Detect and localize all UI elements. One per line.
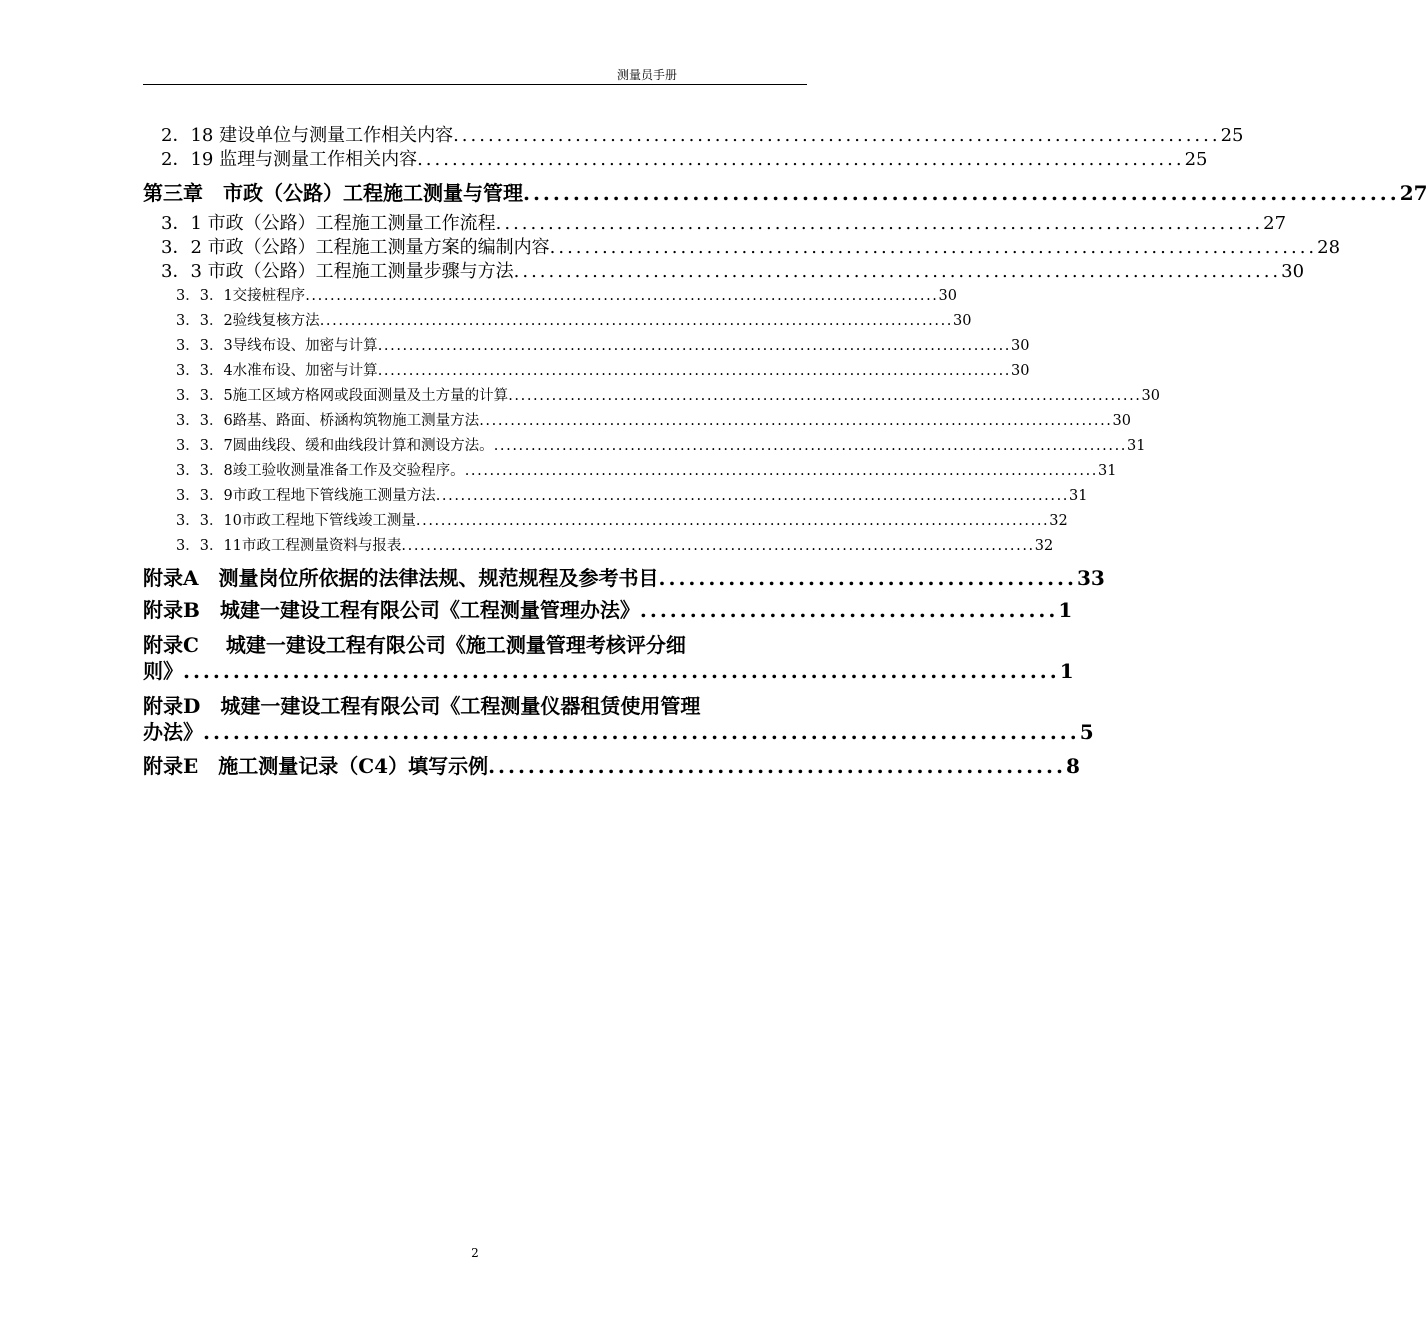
toc-entry-3-3-11[interactable]: [143, 534, 1054, 559]
toc-entry-page: 31: [1127, 438, 1146, 454]
toc-entry-appendix-d[interactable]: [143, 693, 1094, 745]
toc-entry-page: 27: [1399, 181, 1428, 205]
dot-leader: ........................................................................................: [183, 659, 1060, 683]
toc-entry-page: 25: [1184, 149, 1208, 170]
toc-entry-title: 3．3．7圆曲线段、缓和曲线段计算和测设方法。: [176, 438, 494, 454]
toc-entry-title: 3．2 市政（公路）工程施工测量方案的编制内容: [161, 237, 550, 258]
toc-entry-title: 2．19 监理与测量工作相关内容: [161, 149, 418, 170]
toc-entry-title: 3．3．6路基、路面、桥涵构筑物施工测量方法: [176, 413, 480, 429]
toc-entry-title: 3．3 市政（公路）工程施工测量步骤与方法: [161, 261, 514, 282]
toc-entry-appendix-e[interactable]: [143, 753, 1080, 779]
toc-entry-title: 3．1 市政（公路）工程施工测量工作流程: [161, 213, 496, 234]
toc-entry-3-3[interactable]: [143, 260, 1305, 284]
toc-entry-title: 3．3．5施工区域方格网或段面测量及土方量的计算: [176, 388, 509, 404]
toc-entry-line2: [143, 719, 1094, 745]
toc-entry-title: 3．3．1交接桩程序: [176, 288, 306, 304]
toc-entry-title-line2: 则》: [143, 659, 183, 683]
toc-entry-3-3-6[interactable]: [143, 409, 1131, 434]
table-of-contents: [143, 124, 1428, 779]
toc-entry-page: 28: [1317, 237, 1341, 258]
toc-entry-3-2[interactable]: [143, 236, 1341, 260]
toc-entry-3-3-8[interactable]: [143, 459, 1117, 484]
dot-leader: ......................................................................................................: [479, 413, 1113, 429]
dot-leader: ......................................................................................................: [377, 363, 1012, 379]
toc-entry-page: 30: [1112, 413, 1131, 429]
toc-entry-page: 30: [1011, 338, 1030, 354]
dot-leader: ......................................................................................................: [415, 513, 1050, 529]
toc-entry-page: 30: [1141, 388, 1160, 404]
dot-leader: ........................................................................................: [513, 261, 1282, 282]
toc-entry-title: 3．3．8竣工验收测量准备工作及交验程序。: [176, 463, 465, 479]
dot-leader: ........................................................................................: [453, 125, 1221, 146]
dot-leader: ..........................................................: [488, 754, 1066, 778]
dot-leader: ......................................................................................................: [305, 288, 939, 304]
toc-entry-title: 2．18 建设单位与测量工作相关内容: [161, 125, 454, 146]
toc-entry-3-3-10[interactable]: [143, 509, 1068, 534]
toc-entry-page: 32: [1034, 538, 1054, 554]
toc-entry-2-19[interactable]: [143, 148, 1208, 172]
toc-entry-title: 附录B 城建一建设工程有限公司《工程测量管理办法》: [143, 598, 640, 622]
dot-leader: ........................................................................................: [203, 720, 1080, 744]
toc-entry-title: 附录E 施工测量记录（C4）填写示例: [143, 754, 489, 778]
page-header: [143, 62, 807, 85]
toc-entry-page: 30: [938, 288, 957, 304]
toc-entry-3-3-9[interactable]: [143, 484, 1088, 509]
toc-entry-title: 3．3．10市政工程地下管线竣工测量: [176, 513, 416, 529]
toc-entry-page: 25: [1220, 125, 1244, 146]
toc-entry-page: 31: [1098, 463, 1117, 479]
toc-entry-3-3-5[interactable]: [143, 384, 1160, 409]
toc-entry-line2: [143, 658, 1074, 684]
dot-leader: ......................................................................................................: [508, 388, 1142, 404]
toc-entry-page: 32: [1049, 513, 1068, 529]
page-number: 2: [471, 1246, 479, 1260]
dot-leader: ......................................................................................................: [401, 538, 1035, 554]
toc-entry-page: 30: [1281, 261, 1305, 282]
toc-entry-page: 1: [1058, 598, 1073, 622]
dot-leader: ..........................................: [639, 598, 1059, 622]
toc-entry-page: 30: [953, 313, 972, 329]
header-title: 测量员手册: [616, 68, 677, 82]
dot-leader: ......................................................................................................: [493, 438, 1128, 454]
toc-entry-title: 3．3．9市政工程地下管线施工测量方法: [176, 488, 436, 504]
dot-leader: ......................................................................................................: [319, 313, 954, 329]
toc-entry-page: 31: [1069, 488, 1088, 504]
toc-entry-chapter-3[interactable]: [143, 180, 1428, 206]
toc-entry-3-3-2[interactable]: [143, 309, 972, 334]
dot-leader: ........................................................................................: [523, 181, 1400, 205]
toc-entry-2-18[interactable]: [143, 124, 1244, 148]
toc-entry-3-3-7[interactable]: [143, 434, 1146, 459]
toc-entry-title: 第三章 市政（公路）工程施工测量与管理: [143, 181, 523, 205]
toc-entry-page: 33: [1076, 566, 1105, 590]
toc-entry-page: 30: [1011, 363, 1030, 379]
toc-entry-title-line1: 附录C 城建一建设工程有限公司《施工测量管理考核评分细: [143, 633, 686, 657]
toc-entry-3-3-1[interactable]: [143, 284, 957, 309]
toc-entry-title-line1: 附录D 城建一建设工程有限公司《工程测量仪器租赁使用管理: [143, 694, 701, 718]
toc-entry-title: 附录A 测量岗位所依据的法律法规、规范规程及参考书目: [143, 566, 659, 590]
toc-entry-title: 3．3．11市政工程测量资料与报表: [176, 538, 402, 554]
toc-entry-3-1[interactable]: [143, 212, 1287, 236]
toc-entry-page: 5: [1079, 720, 1094, 744]
toc-entry-appendix-c[interactable]: [143, 632, 1074, 684]
dot-leader: ........................................................................................: [549, 237, 1318, 258]
dot-leader: ..........................................: [658, 566, 1077, 590]
dot-leader: ......................................................................................................: [435, 488, 1070, 504]
dot-leader: ......................................................................................................: [377, 338, 1012, 354]
toc-entry-title-line2: 办法》: [143, 720, 203, 744]
toc-entry-title: 3．3．4水准布设、加密与计算: [176, 363, 378, 379]
toc-entry-3-3-3[interactable]: [143, 334, 1030, 359]
toc-entry-title: 3．3．2验线复核方法: [176, 313, 320, 329]
toc-entry-appendix-b[interactable]: [143, 597, 1073, 623]
toc-entry-appendix-a[interactable]: [143, 565, 1105, 591]
toc-entry-3-3-4[interactable]: [143, 359, 1030, 384]
dot-leader: ......................................................................................................: [464, 463, 1099, 479]
toc-entry-page: 27: [1263, 213, 1287, 234]
toc-entry-page: 1: [1059, 659, 1074, 683]
dot-leader: ........................................................................................: [495, 213, 1264, 234]
dot-leader: ........................................................................................: [417, 149, 1185, 170]
toc-entry-title: 3．3．3导线布设、加密与计算: [176, 338, 378, 354]
toc-entry-page: 8: [1065, 754, 1080, 778]
